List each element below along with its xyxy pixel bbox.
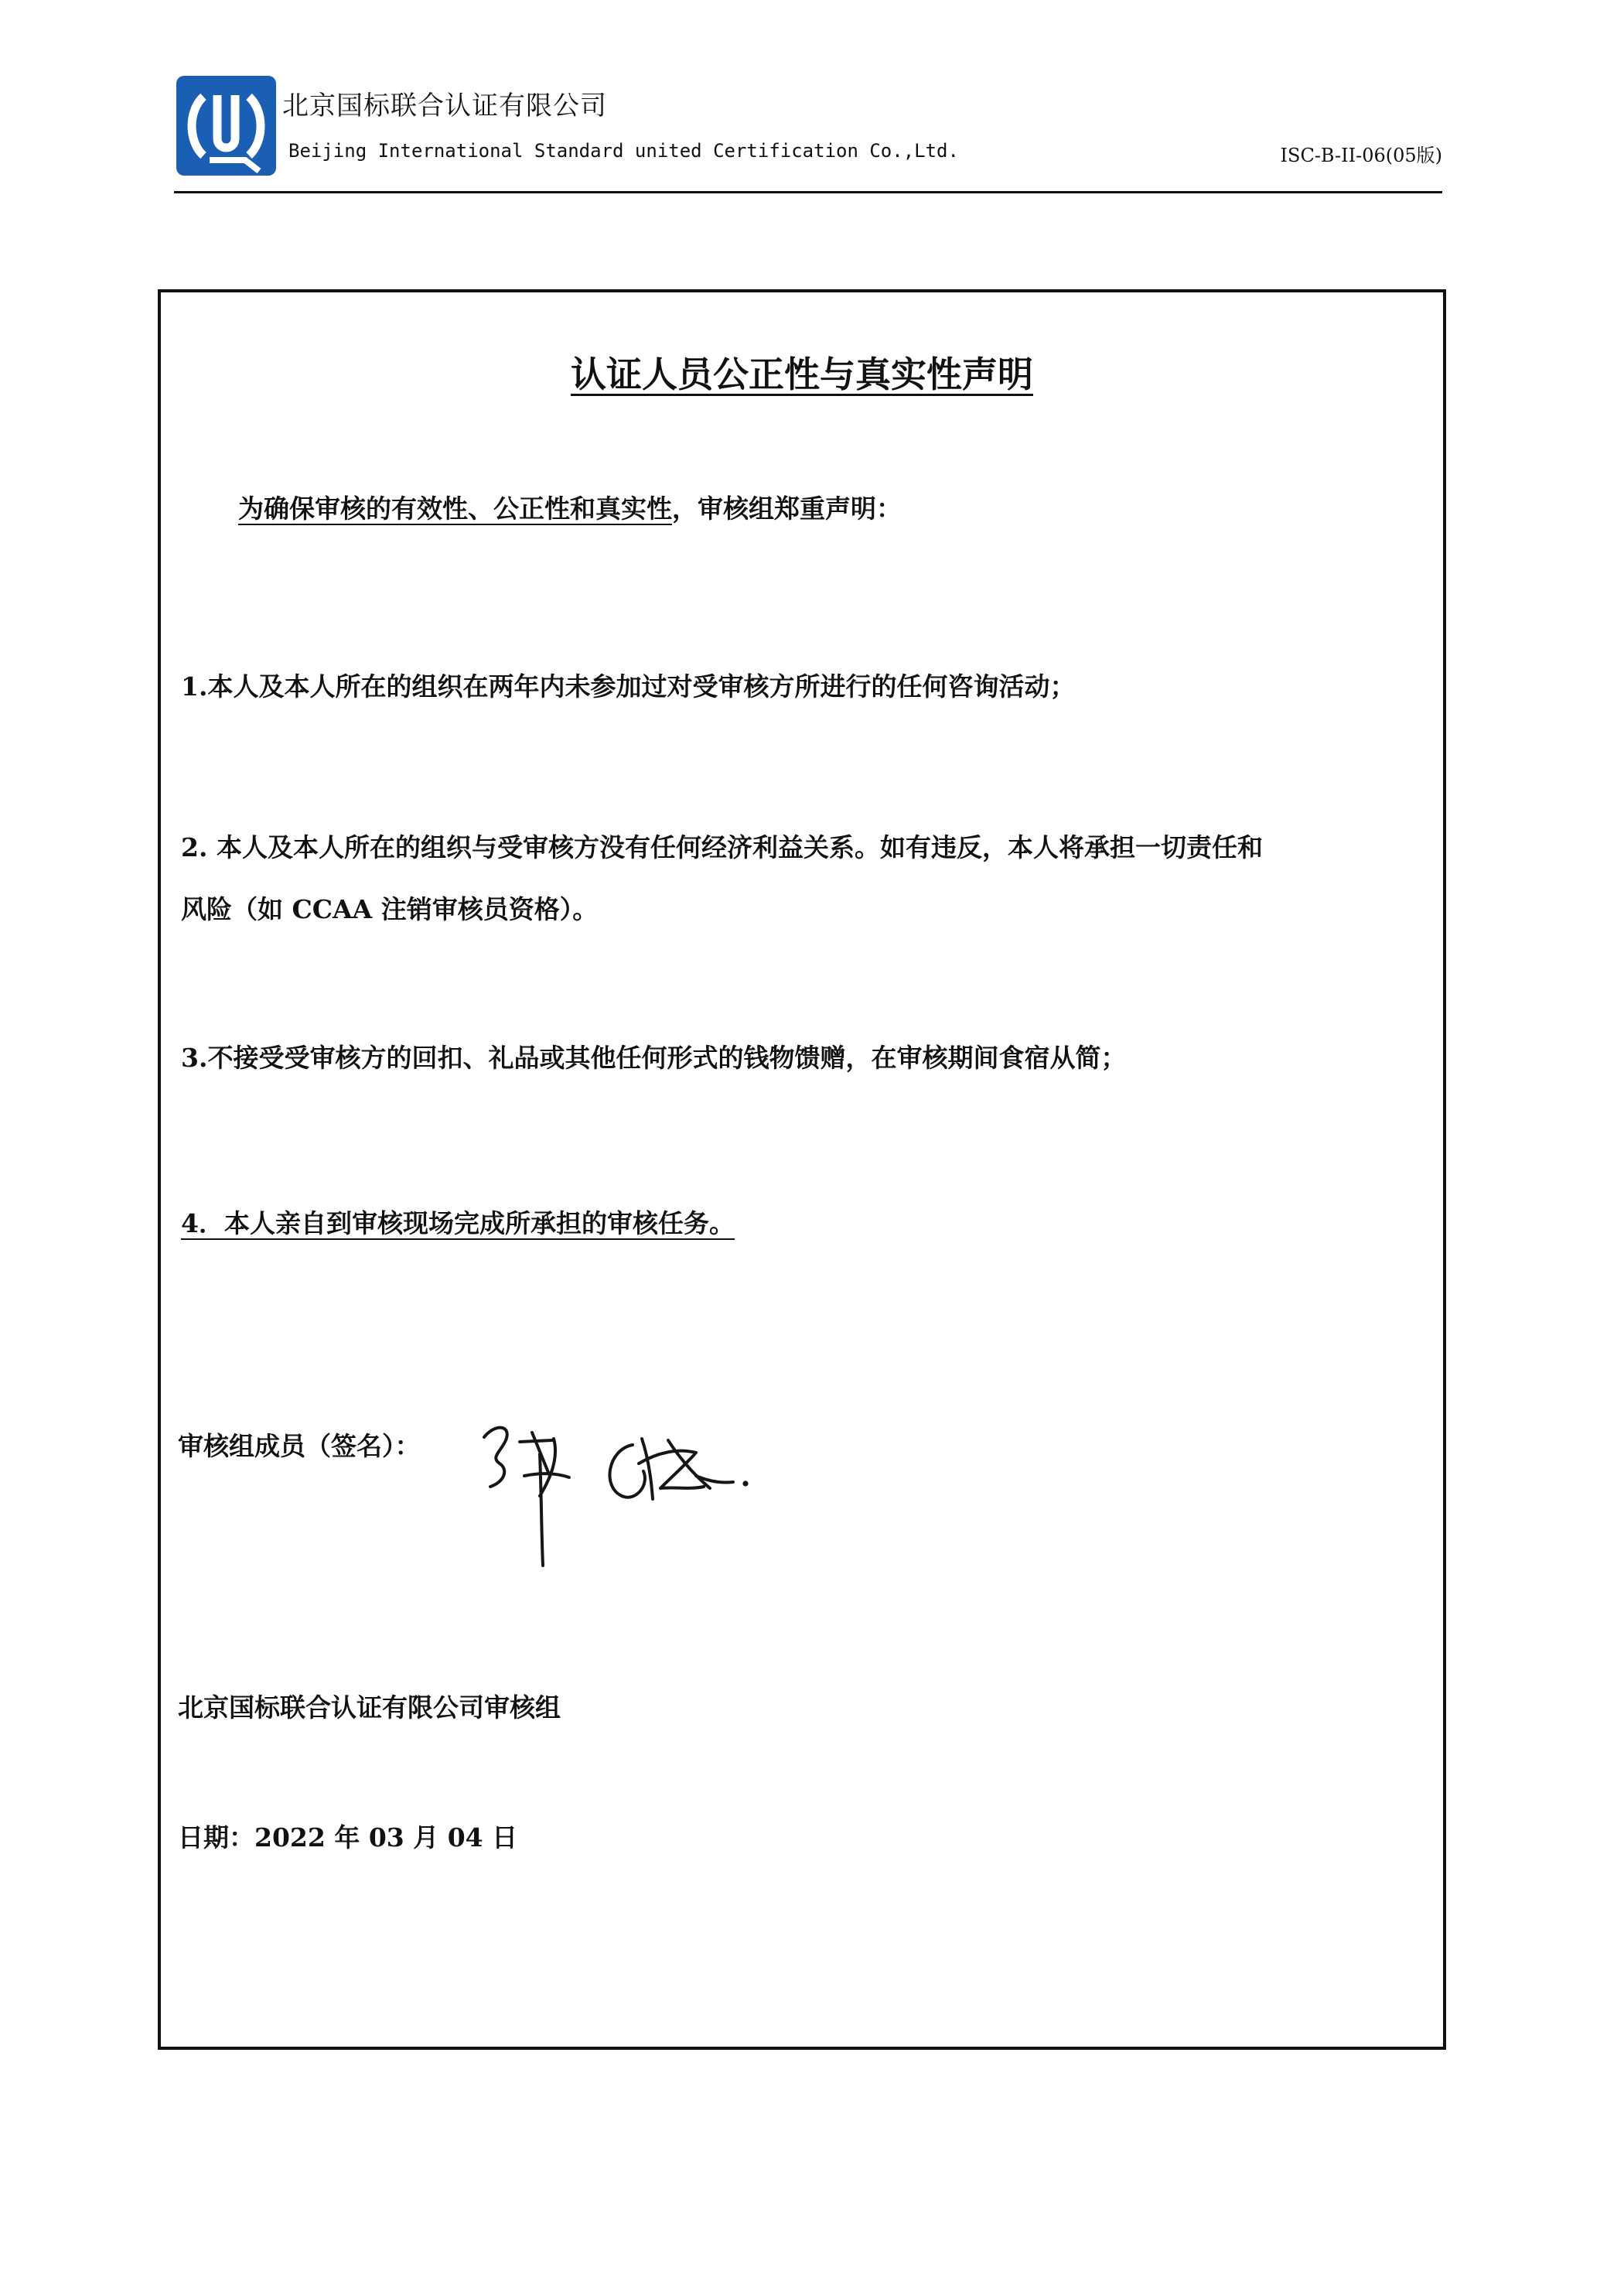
intro-underlined-text: 为确保审核的有效性、公正性和真实性 xyxy=(238,493,672,524)
company-name-en: Beijing International Standard united Certification Co.,Ltd. xyxy=(288,140,959,162)
declaration-date: 日期：2022 年 03 月 04 日 xyxy=(178,1822,518,1853)
audit-team-organization: 北京国标联合认证有限公司审核组 xyxy=(178,1692,561,1723)
document-code: ISC-B-II-06(05版) xyxy=(1280,145,1442,166)
item-3: 3.不接受受审核方的回扣、礼品或其他任何形式的钱物馈赠，在审核期间食宿从简； xyxy=(181,1043,1127,1073)
declaration-title xyxy=(161,347,1443,398)
item-4-text: 4．本人亲自到审核现场完成所承担的审核任务。 xyxy=(181,1208,735,1238)
item-4 xyxy=(181,1200,735,1247)
handwritten-signature xyxy=(478,1406,764,1569)
intro-rest-text: ，审核组郑重声明： xyxy=(672,493,902,524)
signature-label: 审核组成员（签名）： xyxy=(178,1431,421,1461)
company-name-cn: 北京国标联合认证有限公司 xyxy=(282,90,607,121)
item-2-line-1: 2. 本人及本人所在的组织与受审核方没有任何经济利益关系。如有违反，本人将承担一切责任和 xyxy=(181,832,1263,862)
company-logo-icon xyxy=(174,73,278,178)
item-2-line-2: 风险（如 CCAA 注销审核员资格）。 xyxy=(181,894,599,924)
header-divider xyxy=(174,191,1442,193)
declaration-frame xyxy=(158,289,1446,2050)
intro-paragraph xyxy=(238,486,902,532)
title-text: 认证人员公正性与真实性声明 xyxy=(571,353,1033,395)
letterhead xyxy=(174,73,1442,197)
item-1: 1.本人及本人所在的组织在两年内未参加过对受审核方所进行的任何咨询活动； xyxy=(181,671,1076,702)
